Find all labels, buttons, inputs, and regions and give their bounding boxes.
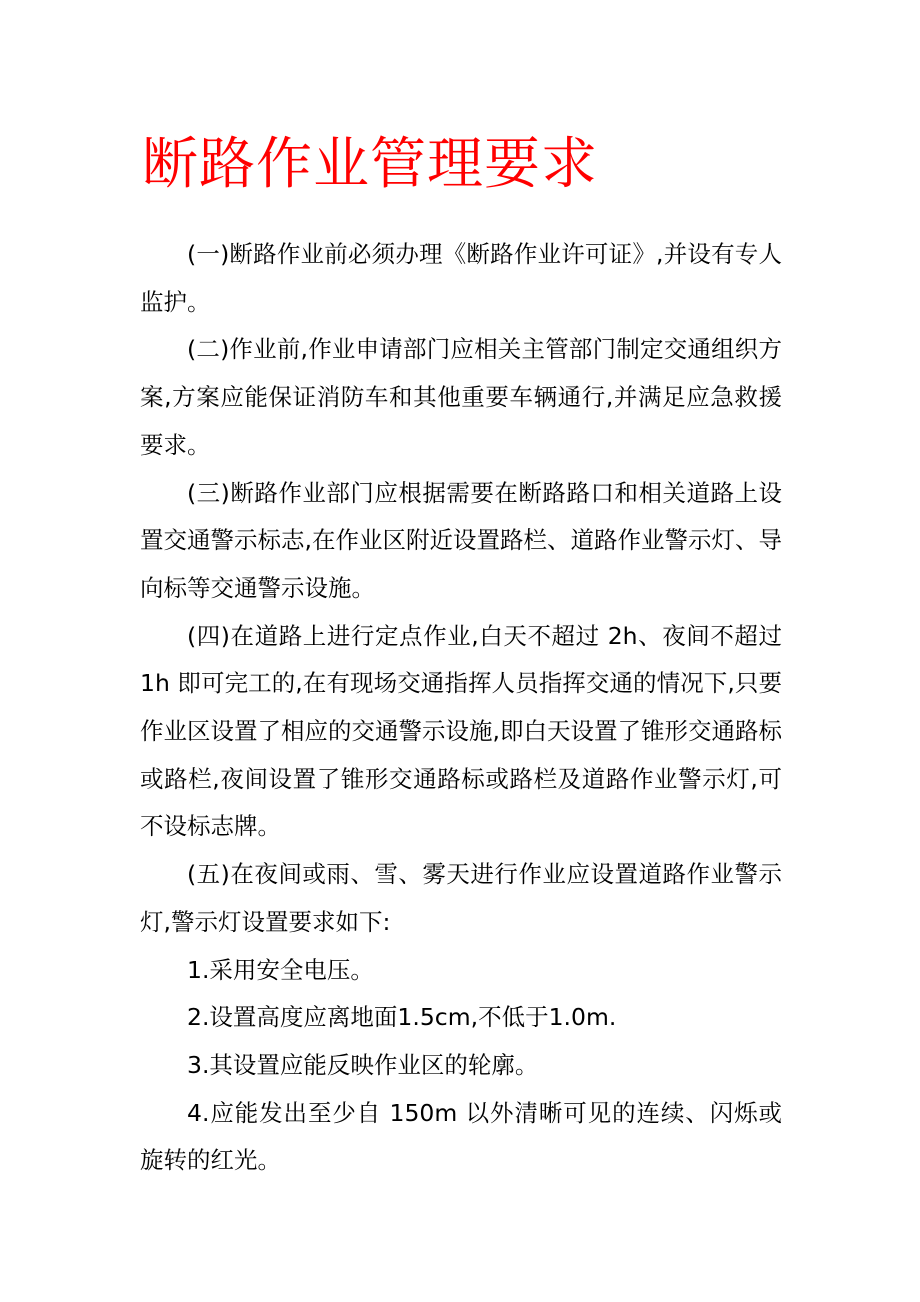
list-item-1: 1.采用安全电压。 [187, 955, 374, 984]
paragraph-4: (四)在道路上进行定点作业,白天不超过 2h、夜间不超过 1h 即可完工的,在有现场交通指挥人员指挥交通的情况下,只要作业区设置了相应的交通警示设施,即白天设置了锥形交通路标或路栏,夜间设置了锥形交通路标或路栏及道路作业警示灯,可不设标志牌。 [140, 621, 782, 841]
paragraph-3: (三)断路作业部门应根据需要在断路路口和相关道路上设置交通警示标志,在作业区附近设置路栏、道路作业警示灯、导向标等交通警示设施。 [140, 478, 782, 602]
paragraph-2: (二)作业前,作业申请部门应相关主管部门制定交通组织方案,方案应能保证消防车和其他重要车辆通行,并满足应急救援要求。 [140, 335, 782, 459]
paragraph-1: (一)断路作业前必须办理《断路作业许可证》,并设有专人监护。 [140, 240, 782, 316]
list-item-3: 3.其设置应能反映作业区的轮廓。 [187, 1050, 539, 1079]
paragraph-5: (五)在夜间或雨、雪、雾天进行作业应设置道路作业警示灯,警示灯设置要求如下: [140, 860, 782, 936]
list-item-2: 2.设置高度应离地面1.5cm,不低于1.0m. [187, 1003, 617, 1032]
list-item-4: 4.应能发出至少自 150m 以外清晰可见的连续、闪烁或旋转的红光。 [140, 1098, 782, 1175]
document-body [140, 231, 782, 1185]
document-title: 断路作业管理要求 [142, 132, 598, 197]
